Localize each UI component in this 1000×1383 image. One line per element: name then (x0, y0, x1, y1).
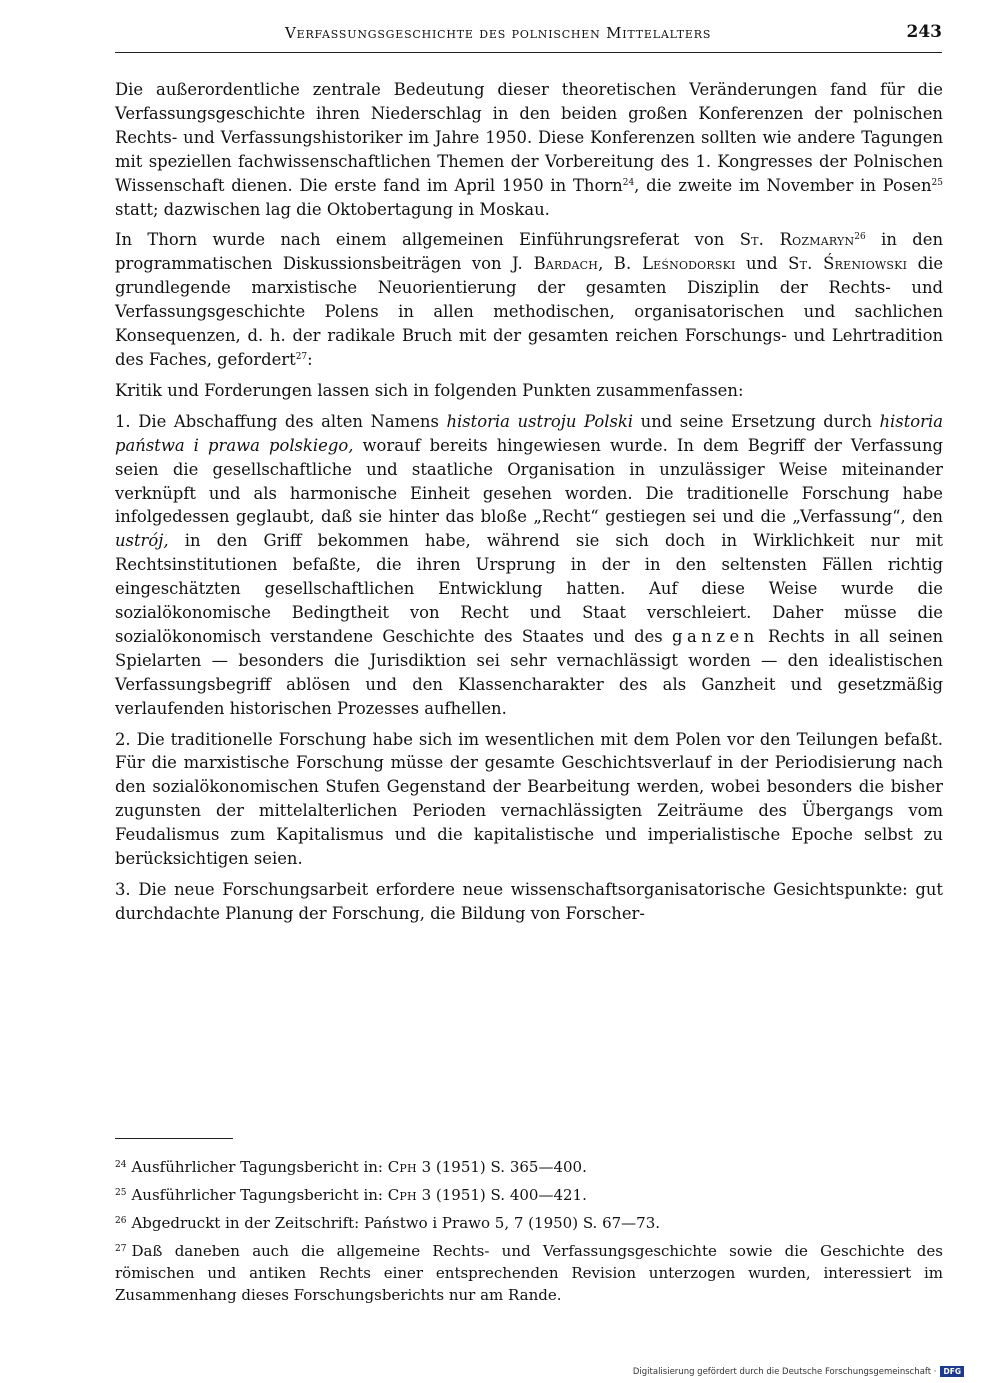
running-title: Verfassungsgeschichte des polnischen Mittelalters (285, 24, 712, 42)
paragraph-1 (115, 78, 943, 221)
footnote-number: 24 (115, 1160, 127, 1170)
paragraph-text: , (598, 254, 614, 274)
author-name: J. Bardach (512, 254, 599, 274)
author-name: B. Leśnodorski (613, 254, 736, 274)
footnote-text: Daß daneben auch die allgemeine Rechts- und Verfassungsgeschichte sowie die Geschichte des römischen und antiken Rechts einer entsprechenden Revision unterzogen wurden, interessiert im Zusammenhang dieses Forschungsberichts nur am Rande. (115, 1242, 943, 1304)
running-head (115, 20, 942, 53)
footnote-25 (115, 1182, 943, 1206)
footnote-ref-26[interactable]: 26 (854, 232, 866, 243)
author-name: St. Śreniowski (788, 254, 908, 274)
italic-term: ustrój, (115, 531, 169, 551)
paragraph-text: : (307, 349, 313, 369)
footnote-24 (115, 1154, 943, 1178)
paragraph-text: Die außerordentliche zentrale Bedeutung dieser theoretischen Veränderungen fand für die Verfassungsgeschichte ihren Niederschlag in den beiden großen Konferenzen der polnischen Rechts- und Verfassungshistoriker im Jahre 1950. Diese Konferenzen sollten wie andere Tagungen mit speziellen fachwissenschaftlichen Themen der Vorbereitung des 1. Kongresses der Polnischen Wissenschaft dienen. Die erste fand im April 1950 in Thorn (115, 80, 943, 195)
footnote-text: 3 (1951) S. 365—400. (416, 1158, 587, 1176)
footnote-27 (115, 1238, 943, 1306)
paragraph-text: statt; dazwischen lag die Oktobertagung in Moskau. (115, 199, 550, 219)
author-name: St. Rozmaryn (739, 230, 855, 250)
footnote-text: 3 (1951) S. 400—421. (416, 1186, 587, 1204)
paragraph-text: , die zweite im November in Posen (634, 175, 932, 195)
dfg-logo: DFG (940, 1366, 964, 1377)
italic-term: historia ustroju Polski (446, 411, 634, 431)
paragraph-text: die grundlegende marxistische Neuorientierung der gesamten Disziplin der Rechts- und Verfassungsgeschichte Polens in allen methodischen, organisatorischen und sachlichen Konsequenzen, d. h. der radikale Bruch mit der gesamten reichen Forschungs- und Lehrtradition des Faches, gefordert (115, 254, 944, 369)
paragraph-text: und seine Ersetzung durch (633, 411, 880, 431)
footnote-text: Ausführlicher Tagungsbericht in: (131, 1158, 388, 1176)
footnote-text: Ausführlicher Tagungsbericht in: (131, 1186, 388, 1204)
paragraph-text: 1. Die Abschaffung des alten Namens (115, 411, 447, 431)
footnote-ref-27[interactable]: 27 (295, 351, 308, 362)
paragraph-2 (115, 228, 943, 371)
footnote-text: Abgedruckt in der Zeitschrift: Państwo i Prawo 5, 7 (1950) S. 67—73. (131, 1214, 661, 1232)
footnote-number: 25 (115, 1188, 127, 1198)
journal-abbreviation: Cph (387, 1186, 417, 1204)
page-number: 243 (906, 22, 942, 42)
italic-term: historia państwa i prawa polskiego, (115, 411, 944, 455)
paragraph-3: Kritik und Forderungen lassen sich in folgenden Punkten zusammenfassen: (115, 380, 744, 400)
paragraph-text: in den Griff bekommen habe, während sie sich doch in Wirklichkeit nur mit Rechtsinstitutionen befaßte, die ihren Ursprung in der in den seltensten Fällen richtig eingeschätzten gesellschaftlichen Entwicklung hatten. Auf diese Weise wurde die sozialökonomische Bedingtheit von Recht und Staat verschleiert. Daher müsse die sozialökonomisch verstandene Geschichte des Staates und des (115, 531, 943, 646)
body-text (115, 78, 943, 933)
paragraph-text: worauf bereits hingewiesen wurde. In dem Begriff der Verfassung seien die gesellschaftliche und staatliche Organisation in unzulässiger Weise miteinander verknüpft und als harmonische Einheit gesehen worden. Die traditionelle Forschung habe infolgedessen geglaubt, daß sie hinter das bloße „Recht“ gestiegen sei und die „Verfassung“, den (115, 435, 943, 527)
spaced-emphasis: ganzen (672, 626, 759, 646)
paragraph-text: Rechts in all seinen Spielarten — besonders die Jurisdiktion sei sehr vernachlässigt worden — den idealistischen Verfassungsbegriff ablösen und den Klassencharakter des als Ganzheit und gesetzmäßig verlaufenden historischen Prozesses aufhellen. (115, 626, 943, 718)
footnote-number: 27 (115, 1244, 127, 1254)
footnotes (115, 1154, 943, 1310)
footnote-number: 26 (115, 1216, 127, 1226)
footnote-separator (115, 1138, 233, 1139)
paragraph-text: in den programmatischen Diskussionsbeiträgen von (115, 230, 943, 274)
paragraph-6: 3. Die neue Forschungsarbeit erfordere neue wissenschaftsorganisatorische Gesichtspunkte: gut durchdachte Planung der Forschung, die Bildung von Forscher- (115, 880, 943, 923)
digitization-text: Digitalisierung gefördert durch die Deutsche Forschungsgemeinschaft · (632, 1366, 937, 1377)
paragraph-text: und (735, 254, 789, 274)
digitization-note (633, 1366, 964, 1377)
journal-abbreviation: Cph (387, 1158, 417, 1176)
paragraph-text: In Thorn wurde nach einem allgemeinen Einführungsreferat von (115, 230, 740, 250)
paragraph-4 (115, 410, 943, 721)
paragraph-5: 2. Die traditionelle Forschung habe sich im wesentlichen mit dem Polen vor den Teilungen befaßt. Für die marxistische Forschung müsse der gesamte Geschichtsverlauf in der Periodisierung nach den sozialökonomischen Stufen Gegenstand der Bearbeitung werden, wobei besonders die bisher zugunsten der mittelalterlichen Perioden vernachlässigten Zeiträume des Übergangs vom Feudalismus zum Kapitalismus und die kapitalistische und imperialistische Epoche selbst zu berücksichtigen seien. (115, 729, 943, 869)
footnote-ref-24[interactable]: 24 (622, 177, 635, 188)
footnote-26 (115, 1210, 943, 1234)
footnote-ref-25[interactable]: 25 (931, 177, 943, 188)
